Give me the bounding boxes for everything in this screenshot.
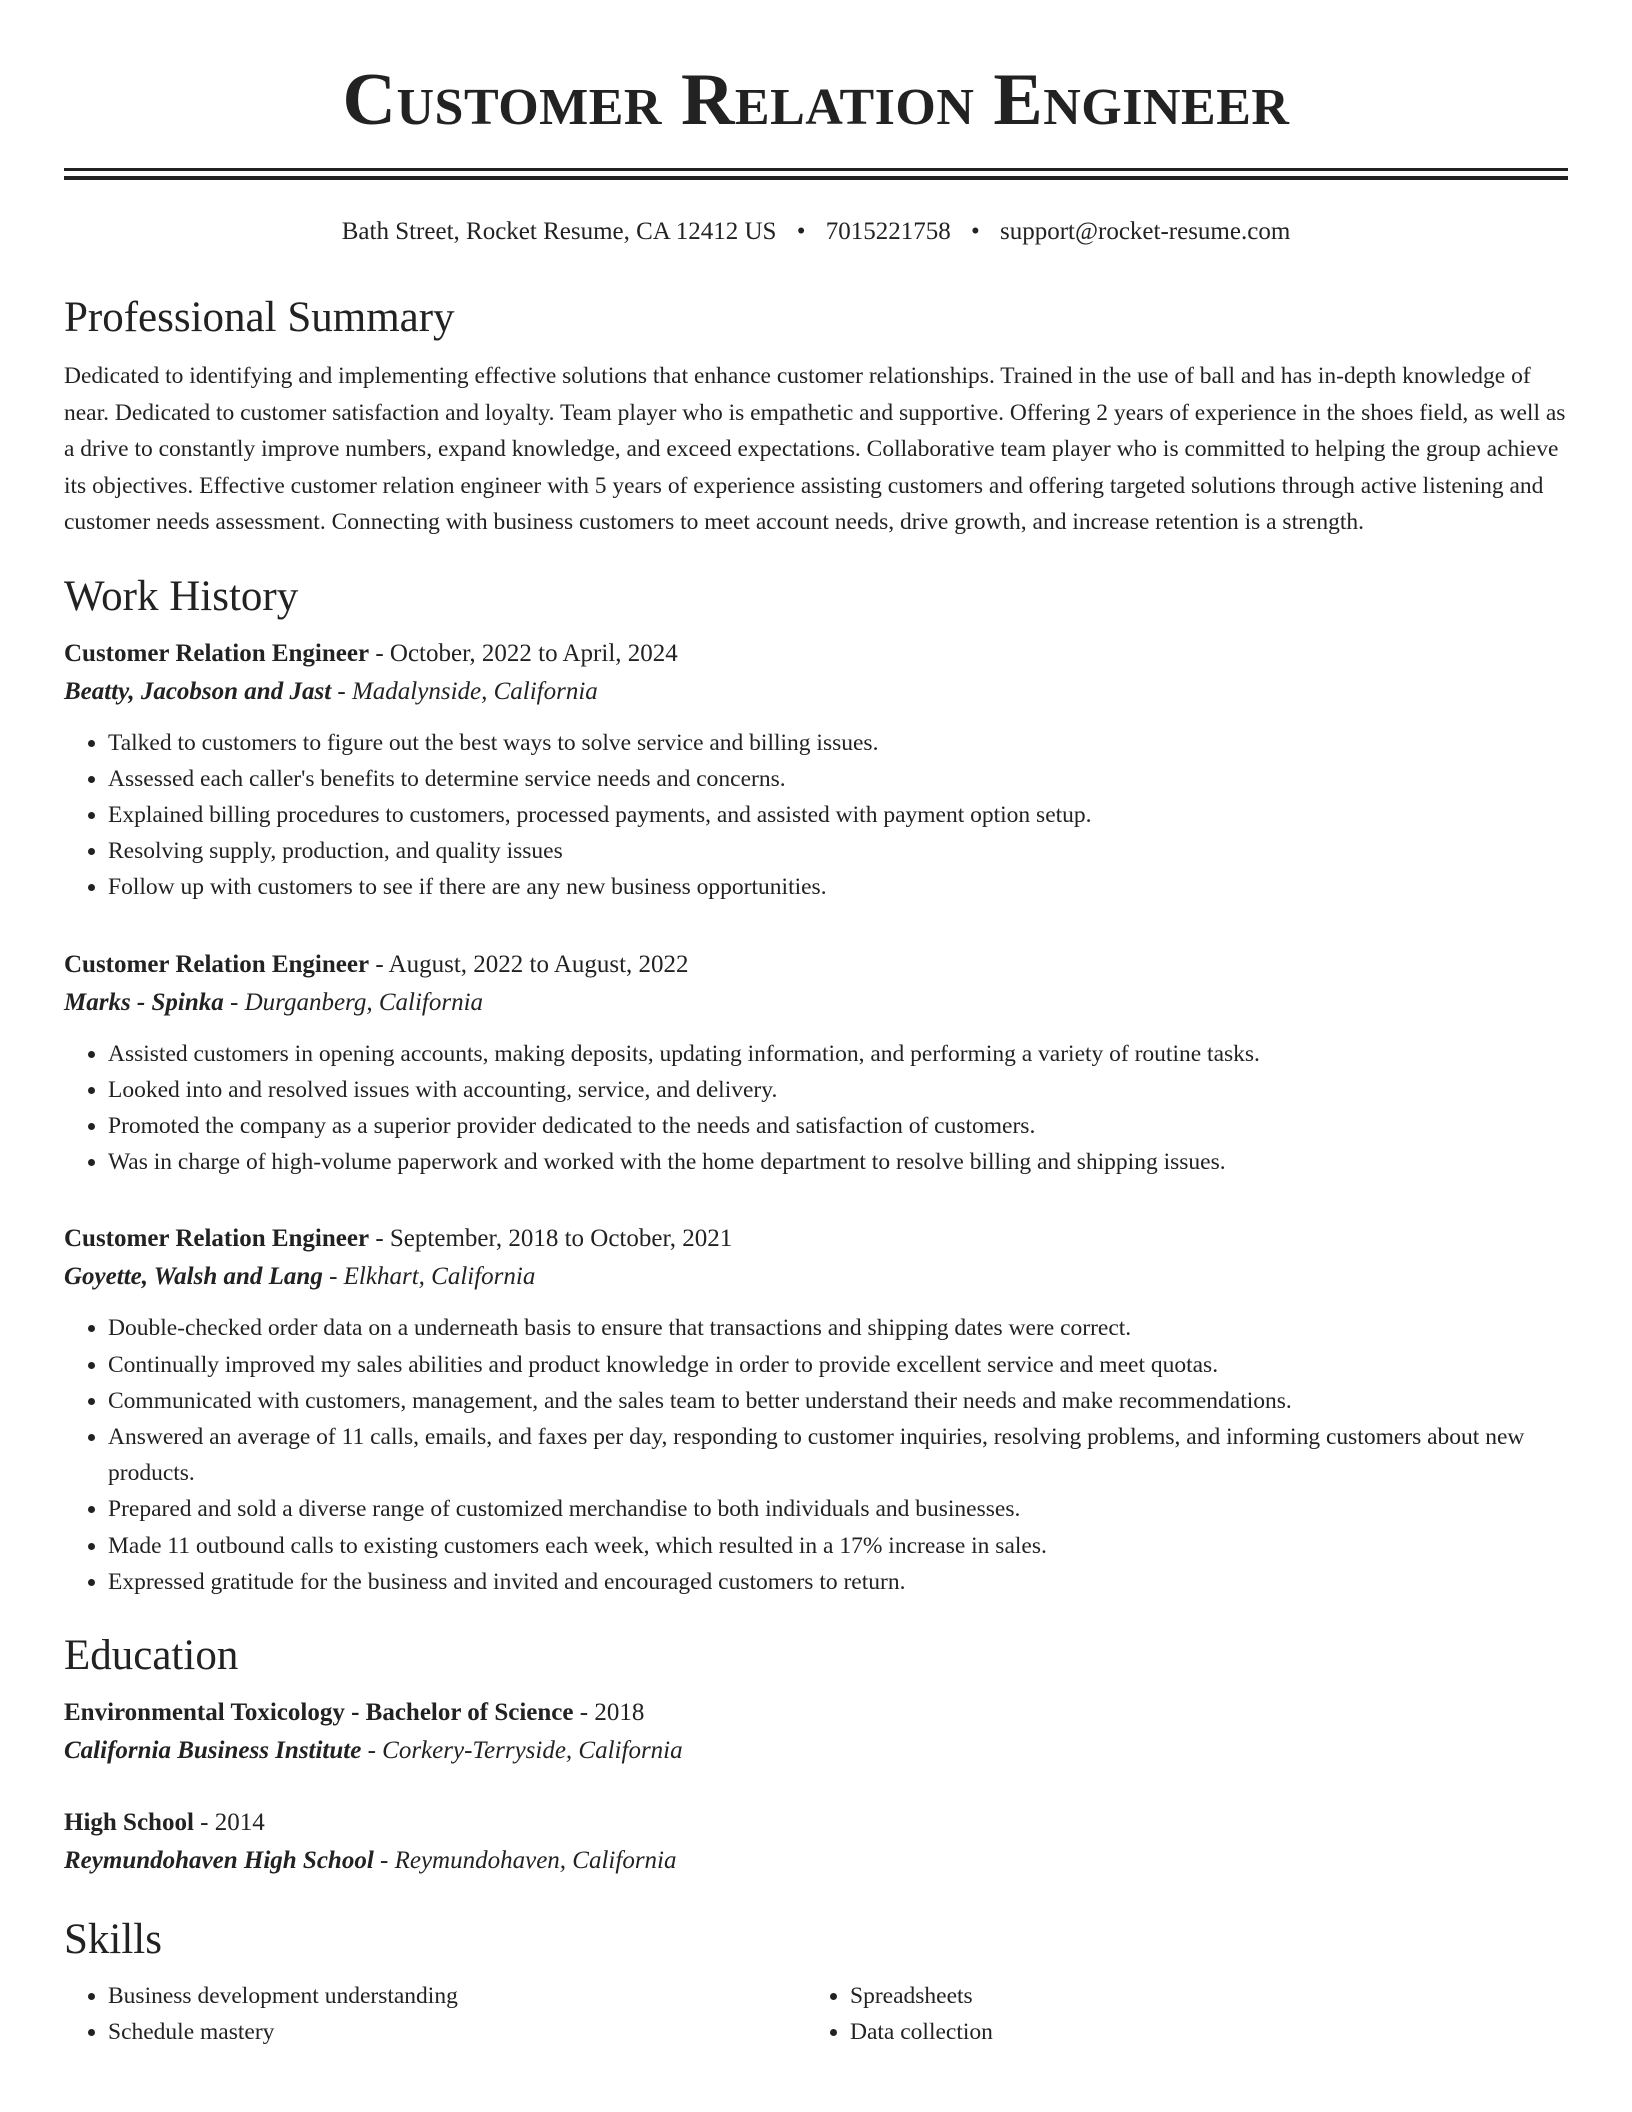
education-separator: - (361, 1736, 383, 1764)
job-entry (64, 1220, 1568, 1600)
job-bullet: • Answered an average of 11 calls, emails, and faxes per day, responding to customer inquiries, resolving problems, and informing customers about new products. (108, 1419, 1568, 1491)
summary-text: Dedicated to identifying and implementing effective solutions that enhance customer relationships. Trained in the use of ball and has in-depth knowledge of near. Dedicated to customer satisfaction and loyalty. Team player who is empathetic and supportive. Offering 2 years of experience in the shoes field, as well as a drive to constantly improve numbers, expand knowledge, and exceed expectations. Collaborative team player who is committed to helping the group achieve its objectives. Effective customer relation engineer with 5 years of experience assisting customers and offering targeted solutions through active listening and customer needs assessment. Connecting with business customers to meet account needs, drive growth, and increase retention is a strength. (64, 363, 1566, 535)
job-header (64, 1220, 1568, 1258)
job-bullet: • Talked to customers to figure out the best ways to solve service and billing issues. (108, 725, 1568, 761)
job-bullet: • Looked into and resolved issues with accounting, service, and delivery. (108, 1072, 1568, 1108)
job-separator: - (322, 1263, 344, 1291)
job-location: Elkhart, California (343, 1263, 536, 1291)
education-school-line (64, 1732, 1568, 1770)
job-employer (64, 1258, 1568, 1296)
education-separator: - (373, 1846, 395, 1874)
job-separator: - (331, 677, 352, 705)
job-employer (64, 984, 1568, 1022)
job-entry (64, 946, 1568, 1181)
skills-column-right (806, 1978, 1548, 2050)
job-separator: - (369, 950, 389, 978)
job-title: Customer Relation Engineer (64, 1225, 370, 1253)
contact-separator: • (970, 218, 980, 245)
work-history-section (64, 571, 1568, 1600)
job-dates: September, 2018 to October, 2021 (389, 1225, 733, 1253)
job-bullet: • Follow up with customers to see if there are any new business opportunities. (108, 869, 1568, 905)
job-dates: August, 2022 to August, 2022 (388, 950, 689, 978)
job-employer (64, 673, 1568, 711)
job-company: Beatty, Jacobson and Jast (64, 677, 332, 705)
job-bullets (64, 1036, 1568, 1181)
job-location: Madalynside, California (351, 677, 598, 705)
job-separator: - (369, 1225, 390, 1253)
skills-heading: Skills (64, 1915, 162, 1963)
job-header (64, 635, 1568, 673)
job-bullet: • Was in charge of high-volume paperwork and worked with the home department to resolve billing and shipping issues. (108, 1144, 1568, 1180)
title-rule-bottom (64, 176, 1568, 180)
skill-item: • Spreadsheets (850, 1978, 1548, 2014)
education-degree: Environmental Toxicology - Bachelor of Science (64, 1698, 574, 1726)
job-title: Customer Relation Engineer (64, 639, 370, 667)
job-company: Goyette, Walsh and Lang (64, 1263, 323, 1291)
skills-section (64, 1914, 1568, 2050)
job-bullet: • Double-checked order data on a underneath basis to ensure that transactions and shipping dates were correct. (108, 1310, 1568, 1346)
job-bullet: • Explained billing procedures to customers, processed payments, and assisted with payment option setup. (108, 797, 1568, 833)
skill-item: • Business development understanding (108, 1978, 806, 2014)
education-degree: High School (64, 1808, 194, 1836)
job-entry (64, 635, 1568, 906)
education-year: 2018 (594, 1698, 645, 1726)
work-history-heading: Work History (64, 572, 299, 620)
education-entry (64, 1804, 1568, 1880)
summary-heading: Professional Summary (64, 294, 455, 341)
education-location: Reymundohaven, California (394, 1846, 677, 1874)
job-bullet: • Promoted the company as a superior provider dedicated to the needs and satisfaction of customers. (108, 1108, 1568, 1144)
education-school: California Business Institute (64, 1736, 362, 1764)
job-bullet: • Assessed each caller's benefits to determine service needs and concerns. (108, 761, 1568, 797)
resume-title: Customer Relation Engineer (342, 59, 1290, 141)
skills-column-left (64, 1978, 806, 2050)
education-separator: - (573, 1698, 595, 1726)
education-school-line (64, 1842, 1568, 1880)
job-bullet: • Resolving supply, production, and quality issues (108, 833, 1568, 869)
education-separator: - (193, 1808, 215, 1836)
job-header (64, 946, 1568, 984)
education-header (64, 1694, 1568, 1732)
contact-address: Bath Street, Rocket Resume, CA 12412 US (341, 218, 777, 245)
job-bullets (64, 1310, 1568, 1600)
job-bullets (64, 725, 1568, 906)
job-bullet: • Made 11 outbound calls to existing customers each week, which resulted in a 17% increase in sales. (108, 1528, 1568, 1564)
education-year: 2014 (214, 1808, 265, 1836)
job-bullet: • Prepared and sold a diverse range of customized merchandise to both individuals and businesses. (108, 1491, 1568, 1527)
job-bullet: • Expressed gratitude for the business and invited and encouraged customers to return. (108, 1564, 1568, 1600)
job-dates: October, 2022 to April, 2024 (389, 639, 678, 667)
contact-email[interactable]: support@rocket-resume.com (999, 218, 1291, 245)
job-separator: - (223, 988, 245, 1016)
contact-separator: • (796, 218, 806, 245)
education-header (64, 1804, 1568, 1842)
job-bullet: • Assisted customers in opening accounts, making deposits, updating information, and performing a variety of routine tasks. (108, 1036, 1568, 1072)
job-company: Marks - Spinka (64, 988, 224, 1016)
education-entry (64, 1694, 1568, 1770)
contact-line (64, 216, 1568, 248)
skill-item: • Schedule mastery (108, 2014, 806, 2050)
title-rule-top (64, 168, 1568, 171)
job-location: Durganberg, California (244, 988, 484, 1016)
education-heading: Education (64, 1631, 239, 1679)
job-bullet: • Continually improved my sales abilities and product knowledge in order to provide excellent service and meet quotas. (108, 1347, 1568, 1383)
contact-phone: 7015221758 (825, 218, 951, 245)
education-section (64, 1630, 1568, 1880)
education-school: Reymundohaven High School (64, 1846, 374, 1874)
skill-item: • Data collection (850, 2014, 1548, 2050)
job-title: Customer Relation Engineer (64, 950, 370, 978)
skills-columns (64, 1978, 1568, 2050)
education-location: Corkery-Terryside, California (382, 1736, 683, 1764)
summary-section (64, 292, 1568, 541)
job-bullet: • Communicated with customers, management, and the sales team to better understand their needs and make recommendations. (108, 1383, 1568, 1419)
job-separator: - (369, 639, 390, 667)
